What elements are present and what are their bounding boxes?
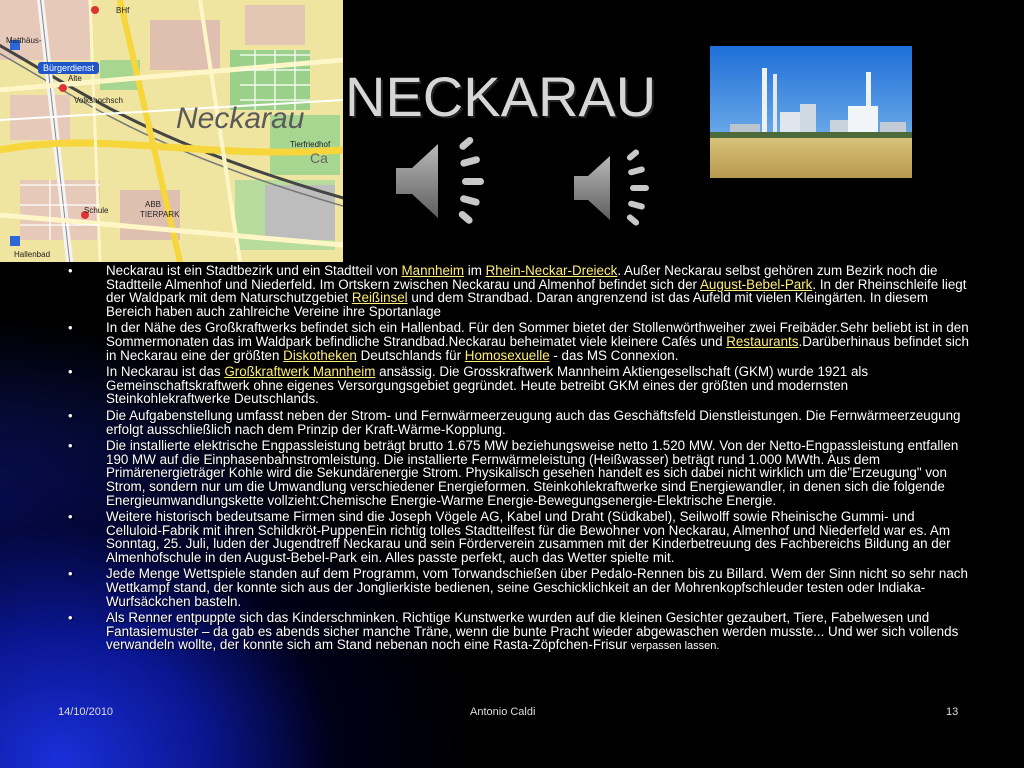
bullet-text: Die installierte elektrische Engpassleistung beträgt brutto 1.675 MW beziehungsweise netto 1.520 MW. Von der Netto-Engpassleistung entfallen 190 MW auf die Einphasenbahnstromleistung. Die installierte Fernwärmeleistung (Heißwasser) beträgt rund 1.000 MWth. Aus dem Primärenergieträger Kohle wird die Sekundärenergie Strom. Physikalisch gesehen handelt es sich dabei nicht wirklich um die"Erzeugung" von Strom, sondern nur um die Umwandlung verschiedener Energieformen. Steinkohlekraftwerke sind Energiewandler, in denen sich die folgende Energieumwandlungskette vollzieht:Chemische Energie-Warme Energie-Bewegungsenergie-Elektrische Energie.	[106, 438, 959, 508]
slide-title: NECKARAU	[345, 65, 657, 128]
map-small-label: Volkshochsch	[74, 96, 123, 105]
map-district-label: Neckarau	[176, 102, 305, 135]
speaker-icon[interactable]	[570, 148, 670, 228]
bullet-link[interactable]: Homosexuelle	[464, 347, 550, 363]
bullet-item	[62, 409, 972, 436]
map-small-label: Tierfriedhof	[290, 140, 331, 149]
speaker-icon[interactable]	[392, 136, 492, 216]
bullet-text: ansässig. Die Grosskraftwerk Mannheim Aktiengesellschaft (GKM) wurde 1921 als Gemeinschaftskraftwerk ohne eigenes Versorgungsgebiet gegründet. Heute betreibt GKM eines der größten und modernsten Steinkohlekraftwerke Deutschlands.	[106, 364, 869, 407]
bullet-text: im	[464, 263, 486, 278]
bullet-item	[62, 611, 972, 654]
map-small-label: TIERPARK	[140, 210, 180, 219]
bullet-text: .Darüberhinaus befindet sich in Neckarau eine der größten	[106, 333, 969, 363]
bullet-item	[62, 510, 972, 564]
bullet-link[interactable]: August-Bebel-Park	[699, 276, 813, 292]
bullet-text: Die Aufgabenstellung umfasst neben der Strom- und Fernwärmeerzeugung auch das Geschäftsfeld Dienstleistungen. Die Fernwärmeerzeugung erfolgt ausschließlich nach dem Prinzip der Kraft-Wärme-Kopplung.	[106, 407, 961, 437]
bullet-item	[62, 264, 972, 318]
bullet-link[interactable]: Diskotheken	[283, 347, 357, 363]
map-small-label: Schule	[84, 206, 109, 215]
map-badge: Bürgerdienst	[38, 62, 99, 74]
bullet-text: und dem Strandbad. Daran angrenzend ist das Aufeld mit vielen Kleingärten. In diesem Bereich haben auch zahlreiche Vereine ihre Sportanlage	[106, 290, 928, 319]
bullet-list	[62, 264, 972, 657]
bullet-link[interactable]: Mannheim	[401, 263, 465, 278]
bullet-text: Deutschlands für	[356, 347, 465, 363]
map-small-label: ABB	[145, 200, 162, 209]
map-small-label: Hallenbad	[14, 250, 51, 259]
bullet-text: . In der Rheinschleife liegt der Waldpark mit dem Naturschutzgebiet	[106, 276, 967, 306]
bullet-text: - das MS Connexion.	[549, 347, 679, 363]
map-small-label: Ca	[310, 150, 328, 166]
city-map-image	[0, 0, 343, 262]
bullet-text: In der Nähe des Großkraftwerks befindet sich ein Hallenbad. Für den Sommer bietet der Stollenwörthweiher zwei Freibäder.Sehr beliebt ist in den Sommermonaten das im Waldpark befindliche Strandbad.Neckarau beheimatet viele kleinere Cafés und	[106, 320, 969, 349]
bullet-text: . Außer Neckarau selbst gehören zum Bezirk noch die Stadtteile Almenhof und Niederfeld. Im Ortskern zwischen Neckarau und Almenhof befindet sich der	[106, 263, 938, 292]
bullet-item	[62, 365, 972, 406]
footer-author: Antonio Caldi	[470, 706, 536, 718]
bullet-item	[62, 321, 972, 362]
bullet-text: Jede Menge Wettspiele standen auf dem Programm, vom Torwandschießen über Pedalo-Rennen bis zu Billard. Wem der Sinn nicht so sehr nach Wettkampf stand, der konnte sich aus der Jonglierkiste bedienen, seine Geschicklichkeit an der Mohrenkopfschleuder testen oder Indiaka-Wurfsäckchen basteln.	[106, 566, 968, 609]
bullet-link[interactable]: Großkraftwerk Mannheim	[224, 364, 376, 380]
bullet-text-small: verpassen lassen.	[630, 640, 720, 653]
bullet-link[interactable]: Rhein-Neckar-Dreieck	[485, 263, 618, 278]
map-small-label: Matthäus-	[6, 36, 42, 45]
power-plant-photo	[710, 46, 912, 178]
bullet-link[interactable]: Restaurants	[726, 333, 799, 349]
footer-date: 14/10/2010	[58, 706, 114, 718]
map-small-label: BHf	[116, 6, 130, 15]
bullet-text: Als Renner entpuppte sich das Kinderschminken. Richtige Kunstwerke wurden auf die kleinen Gesichter gezaubert, Tiere, Fabelwesen und Fantasiemuster – da gab es abends sicher manche Träne, wenn die bunte Pracht wieder abgewaschen werden musste... Und wer sich vollends verwandeln wollte, der konnte sich am Stand nebenan noch eine Rasta-Zöpfchen-Frisur	[106, 610, 959, 653]
footer-page-number: 13	[946, 706, 959, 718]
bullet-item	[62, 567, 972, 608]
map-small-label: Alte	[68, 74, 82, 83]
bullet-text: Weitere historisch bedeutsame Firmen sind die Joseph Vögele AG, Kabel und Draht (Südkabel), Seilwolff sowie Rheinische Gummi- und Celluloid-Fabrik mit ihren Schildkröt-PuppenEin richtig tolles Stadtteilfest für die Bewohner von Neckarau, Almenhof und Niederfeld war es. Am Sonntag, 25. Juli, luden der Jugendtreff Neckarau und sein Förderverein zusammen mit der Kinderbetreuung des Fachbereichs Bildung an der Almenhofschule in den August-Bebel-Park ein. Alles passte perfekt, auch das Wetter spielte mit.	[106, 509, 951, 565]
bullet-text: Neckarau ist ein Stadtbezirk und ein Stadtteil von	[106, 263, 402, 278]
bullet-text: In Neckarau ist das	[106, 364, 225, 380]
bullet-item	[62, 439, 972, 507]
bullet-link[interactable]: Reißinsel	[351, 290, 408, 306]
